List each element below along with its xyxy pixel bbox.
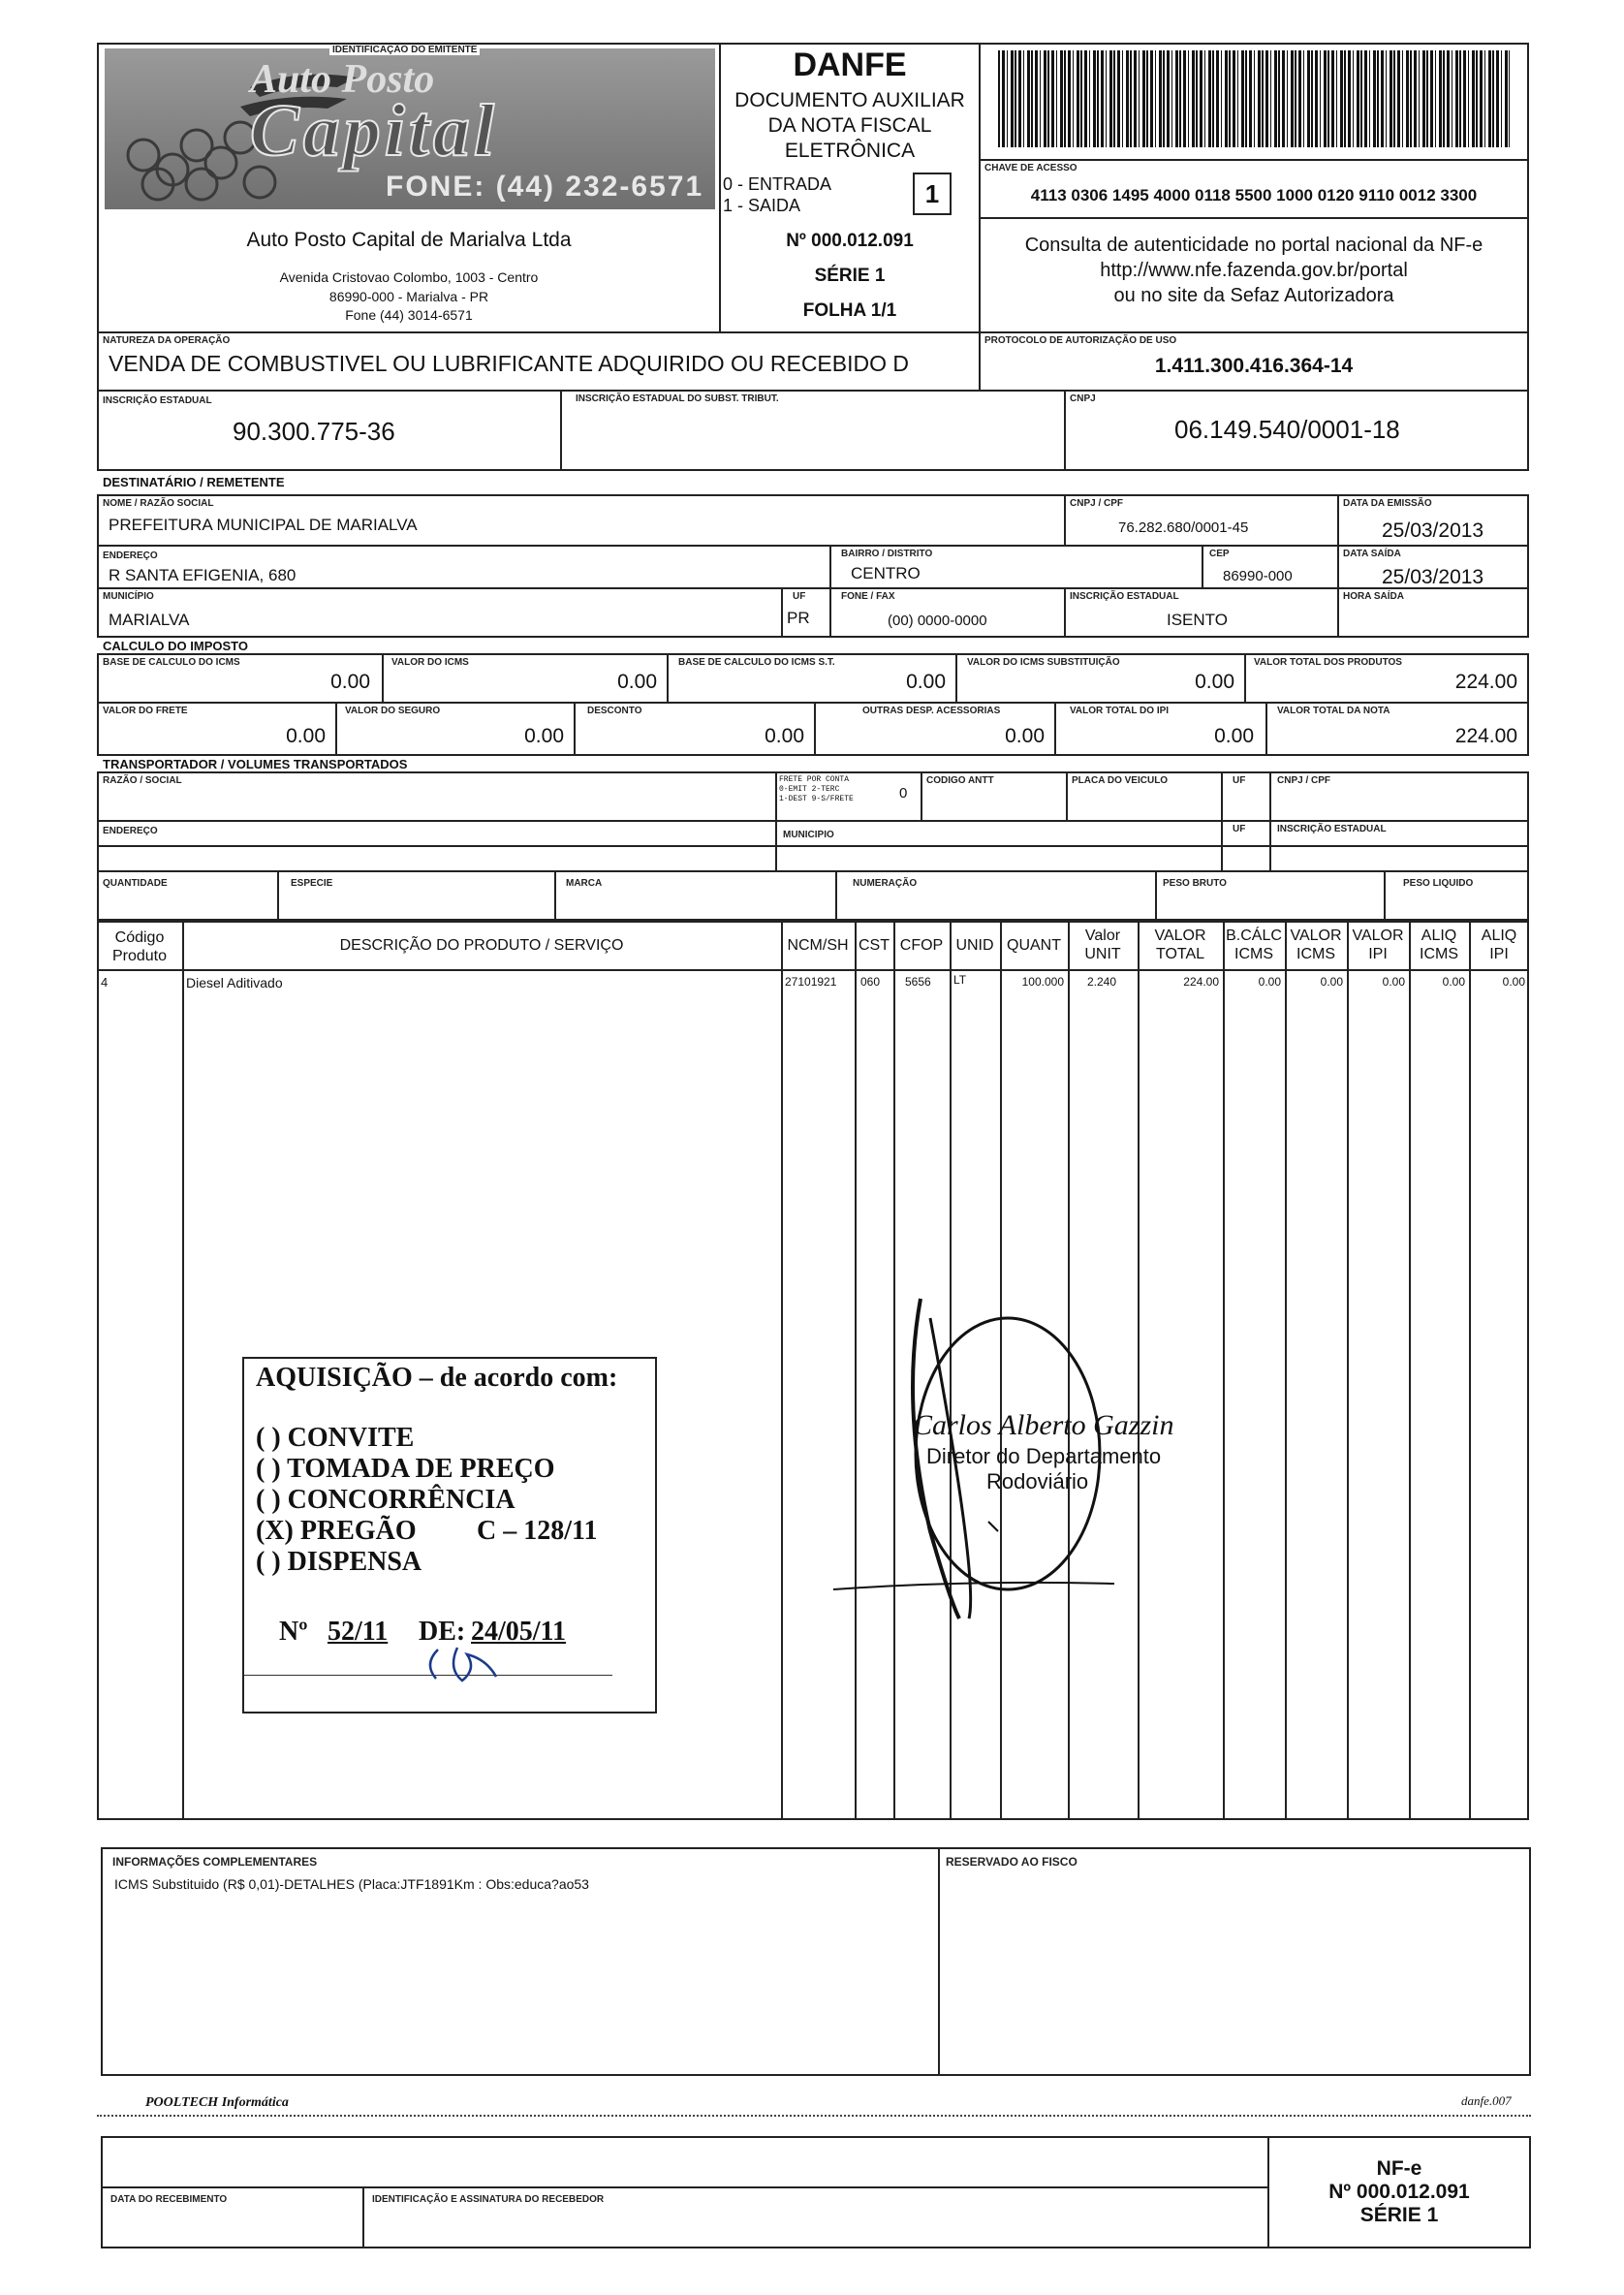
danfe-saida: 1 - SAIDA	[723, 196, 801, 215]
recipient-ie-label: INSCRIÇÃO ESTADUAL	[1070, 591, 1179, 602]
tax-section: CALCULO DO IMPOSTO	[103, 639, 248, 653]
bc-icms-value: 0.00	[330, 671, 370, 693]
bairro-label: BAIRRO / DISTRITO	[841, 549, 933, 559]
info-value: ICMS Substituido (R$ 0,01)-DETALHES (Placa:JTF1891Km : Obs:educa?ao53	[114, 1876, 589, 1892]
stamp-date: 24/05/11	[471, 1617, 567, 1647]
emitter-section-label: IDENTIFICAÇÃO DO EMITENTE	[329, 45, 480, 55]
emitter-phone: Fone (44) 3014-6571	[345, 307, 473, 323]
ipi-label: VALOR TOTAL DO IPI	[1070, 706, 1170, 716]
danfe-entrada: 0 - ENTRADA	[723, 174, 832, 194]
stamp-title: AQUISIÇÃO – de acordo com:	[256, 1363, 618, 1393]
access-key: 4113 0306 1495 4000 0118 5500 1000 0120 9110 0012 3300	[1030, 186, 1478, 204]
v-prod-value: 224.00	[1454, 671, 1517, 693]
frete-option-line2: 0-EMIT 2-TERC	[779, 785, 840, 794]
nfe-serie: SÉRIE 1	[1359, 2204, 1439, 2226]
especie-label: ESPECIE	[291, 878, 333, 889]
item-cst: 060	[860, 975, 881, 989]
bc-st-value: 0.00	[906, 671, 946, 693]
stamp-de-prefix: DE:	[419, 1617, 466, 1647]
recipient-cnpj: 76.282.680/0001-45	[1118, 519, 1249, 536]
v-st-value: 0.00	[1195, 671, 1234, 693]
cnpj-value: 06.149.540/0001-18	[1174, 415, 1400, 444]
barcode	[998, 50, 1510, 147]
signature-role2: Rodoviário	[986, 1469, 1089, 1493]
nfe-label: NF-e	[1376, 2157, 1422, 2180]
item-aipi: 0.00	[1502, 975, 1525, 989]
col-aipi: ALIQ IPI	[1481, 927, 1517, 962]
col-vunit: Valor UNIT	[1084, 927, 1121, 962]
logo-line2: Capital	[250, 90, 499, 172]
col-cst: CST	[859, 937, 890, 954]
recipient-ie: ISENTO	[1167, 611, 1228, 629]
consulta-line2: http://www.nfe.fazenda.gov.br/portal	[1100, 260, 1408, 281]
item-aicms: 0.00	[1442, 975, 1465, 989]
uf-label: UF	[793, 591, 806, 602]
logo-phone: FONE: (44) 232-6571	[386, 171, 704, 203]
stamp-option-dispensa: ( ) DISPENSA	[256, 1547, 422, 1577]
col-descricao: DESCRIÇÃO DO PRODUTO / SERVIÇO	[339, 937, 624, 954]
danfe-subtitle1: DOCUMENTO AUXILIAR	[734, 89, 965, 111]
transport-endereco-label: ENDEREÇO	[103, 826, 158, 836]
consulta-line1: Consulta de autenticidade no portal nacional da NF-e	[1024, 235, 1483, 256]
ipi-value: 0.00	[1214, 725, 1254, 747]
cep-value: 86990-000	[1223, 568, 1293, 584]
emissao-value: 25/03/2013	[1382, 519, 1484, 542]
municipio-value: MARIALVA	[109, 611, 190, 629]
info-label: INFORMAÇÕES COMPLEMENTARES	[112, 1855, 318, 1869]
emitter-address2: 86990-000 - Marialva - PR	[328, 289, 489, 304]
saida-value: 25/03/2013	[1382, 566, 1484, 588]
endereco-label: ENDEREÇO	[103, 550, 158, 561]
item-bcalc: 0.00	[1258, 975, 1281, 989]
uf-value: PR	[787, 609, 810, 627]
ie-value: 90.300.775-36	[233, 417, 395, 446]
v-icms-value: 0.00	[617, 671, 657, 693]
peso-liquido-label: PESO LIQUIDO	[1403, 878, 1474, 889]
v-icms-label: VALOR DO ICMS	[391, 657, 469, 668]
fisco-box	[938, 1847, 1531, 2076]
frete-por-conta	[779, 775, 854, 804]
danfe-subtitle3: ELETRÔNICA	[784, 140, 916, 162]
frete-value: 0.00	[286, 725, 326, 747]
item-cfop: 5656	[905, 975, 931, 989]
fone-label: FONE / FAX	[841, 591, 895, 602]
ie-st-label: INSCRIÇÃO ESTADUAL DO SUBST. TRIBUT.	[576, 393, 779, 404]
desconto-value: 0.00	[765, 725, 804, 747]
seguro-label: VALOR DO SEGURO	[345, 706, 441, 716]
natureza-label: NATUREZA DA OPERAÇÃO	[103, 335, 231, 346]
brand: POOLTECH Informática	[145, 2095, 289, 2110]
outras-label: OUTRAS DESP. ACESSORIAS	[862, 706, 1001, 716]
endereco-value: R SANTA EFIGENIA, 680	[109, 566, 297, 584]
fone-value: (00) 0000-0000	[888, 613, 987, 629]
qtd-label: QUANTIDADE	[103, 878, 168, 889]
logo-line1: Auto Posto	[250, 57, 435, 102]
placa-label: PLACA DO VEICULO	[1072, 775, 1169, 786]
desconto-label: DESCONTO	[587, 706, 642, 716]
stamp-pregao-code: C – 128/11	[477, 1516, 598, 1546]
item-vipi: 0.00	[1382, 975, 1405, 989]
fisco-label: RESERVADO AO FISCO	[946, 1855, 1077, 1869]
assinatura-label: IDENTIFICAÇÃO E ASSINATURA DO RECEBEDOR	[372, 2194, 605, 2205]
recipient-name: PREFEITURA MUNICIPAL DE MARIALVA	[109, 516, 418, 534]
item-descricao: Diesel Aditivado	[186, 975, 283, 990]
signature-name: Carlos Alberto Gazzin	[913, 1409, 1174, 1441]
col-ncm: NCM/SH	[787, 937, 849, 954]
frete-option-line3: 1-DEST 9-S/FRETE	[779, 795, 854, 803]
acquisition-stamp	[242, 1357, 657, 1713]
transport-section: TRANSPORTADOR / VOLUMES TRANSPORTADOS	[103, 757, 408, 771]
nota-label: VALOR TOTAL DA NOTA	[1277, 706, 1390, 716]
outras-value: 0.00	[1005, 725, 1045, 747]
signature-role1: Diretor do Departamento	[926, 1444, 1162, 1468]
item-ncm: 27101921	[785, 975, 837, 989]
peso-bruto-label: PESO BRUTO	[1163, 878, 1227, 889]
bc-st-label: BASE DE CALCULO DO ICMS S.T.	[678, 657, 835, 668]
col-vipi: VALOR IPI	[1352, 927, 1404, 962]
stamp-option-convite: ( ) CONVITE	[256, 1423, 415, 1453]
emissao-label: DATA DA EMISSÃO	[1343, 498, 1432, 509]
col-vtotal: VALOR TOTAL	[1154, 927, 1206, 962]
seguro-value: 0.00	[524, 725, 564, 747]
recebimento-label: DATA DO RECEBIMENTO	[110, 2194, 228, 2205]
item-vunit: 2.240	[1086, 975, 1116, 989]
company-logo	[105, 48, 715, 209]
transport-razao-label: RAZÃO / SOCIAL	[103, 775, 182, 786]
danfe-type-box: 1	[913, 173, 952, 215]
danfe-folha: FOLHA 1/1	[802, 300, 897, 321]
item-vicms: 0.00	[1320, 975, 1343, 989]
danfe-title: DANFE	[793, 47, 907, 83]
stamp-num-prefix: Nº	[279, 1617, 308, 1647]
hora-label: HORA SAÍDA	[1343, 591, 1404, 602]
natureza-value: VENDA DE COMBUSTIVEL OU LUBRIFICANTE ADQUIRIDO OU RECEBIDO D	[109, 351, 910, 376]
bc-icms-label: BASE DE CALCULO DO ICMS	[103, 657, 240, 668]
stamp-option-tomada: ( ) TOMADA DE PREÇO	[256, 1454, 555, 1484]
col-cfop: CFOP	[899, 937, 944, 954]
col-quant: QUANT	[1007, 937, 1061, 954]
antt-label: CODIGO ANTT	[926, 775, 994, 786]
ie-label: INSCRIÇÃO ESTADUAL	[103, 395, 212, 406]
emitter-name: Auto Posto Capital de Marialva Ltda	[246, 229, 572, 251]
frete-por-conta-value: 0	[899, 785, 908, 802]
transport-uf2-label: UF	[1233, 824, 1246, 834]
recipient-section: DESTINATÁRIO / REMETENTE	[103, 475, 285, 489]
cep-label: CEP	[1209, 549, 1230, 559]
consulta-line3: ou no site da Sefaz Autorizadora	[1113, 285, 1394, 306]
item-unid: LT	[953, 973, 967, 987]
transport-ie-label: INSCRIÇÃO ESTADUAL	[1277, 824, 1387, 834]
item-quant: 100.000	[1021, 975, 1064, 989]
stamp-num: 52/11	[328, 1617, 389, 1647]
marca-label: MARCA	[566, 878, 603, 889]
col-aicms: ALIQ ICMS	[1420, 927, 1458, 962]
stamp-initials-icon	[419, 1640, 506, 1688]
emitter-address1: Avenida Cristovao Colombo, 1003 - Centro	[279, 269, 539, 285]
municipio-label: MUNICÍPIO	[103, 591, 154, 602]
frete-option-line1: FRETE POR CONTA	[779, 775, 850, 784]
form-code: danfe.007	[1461, 2093, 1512, 2108]
v-prod-label: VALOR TOTAL DOS PRODUTOS	[1254, 657, 1402, 668]
nota-value: 224.00	[1454, 725, 1517, 747]
access-key-label: CHAVE DE ACESSO	[984, 163, 1077, 173]
v-st-label: VALOR DO ICMS SUBSTITUIÇÃO	[967, 657, 1120, 668]
danfe-serie: SÉRIE 1	[814, 266, 886, 286]
transport-cnpj-label: CNPJ / CPF	[1277, 775, 1331, 786]
protocolo-label: PROTOCOLO DE AUTORIZAÇÃO DE USO	[984, 335, 1177, 346]
danfe-subtitle2: DA NOTA FISCAL	[767, 114, 932, 137]
col-vicms: VALOR ICMS	[1290, 927, 1342, 962]
frete-label: VALOR DO FRETE	[103, 706, 188, 716]
col-bcalc: B.CÁLC ICMS	[1226, 927, 1282, 962]
nfe-number: Nº 000.012.091	[1328, 2181, 1470, 2203]
danfe-number: Nº 000.012.091	[786, 231, 914, 251]
bairro-value: CENTRO	[851, 564, 921, 582]
stamp-option-pregao: (X) PREGÃO	[256, 1516, 417, 1546]
col-codigo: Código Produto	[111, 929, 168, 964]
transport-municipio-label: MUNICIPIO	[783, 830, 834, 840]
protocolo-value: 1.411.300.416.364-14	[1154, 355, 1354, 377]
cnpj-label: CNPJ	[1070, 393, 1096, 404]
numeracao-label: NUMERAÇÃO	[853, 878, 918, 889]
item-vtotal: 224.00	[1183, 975, 1219, 989]
transport-uf-label: UF	[1233, 775, 1246, 786]
recipient-cnpj-label: CNPJ / CPF	[1070, 498, 1124, 509]
stamp-option-concorrencia: ( ) CONCORRÊNCIA	[256, 1485, 515, 1515]
item-codigo: 4	[101, 975, 109, 990]
saida-label: DATA SAÍDA	[1343, 549, 1401, 559]
recipient-name-label: NOME / RAZÃO SOCIAL	[103, 498, 214, 509]
col-unid: UNID	[955, 937, 994, 954]
